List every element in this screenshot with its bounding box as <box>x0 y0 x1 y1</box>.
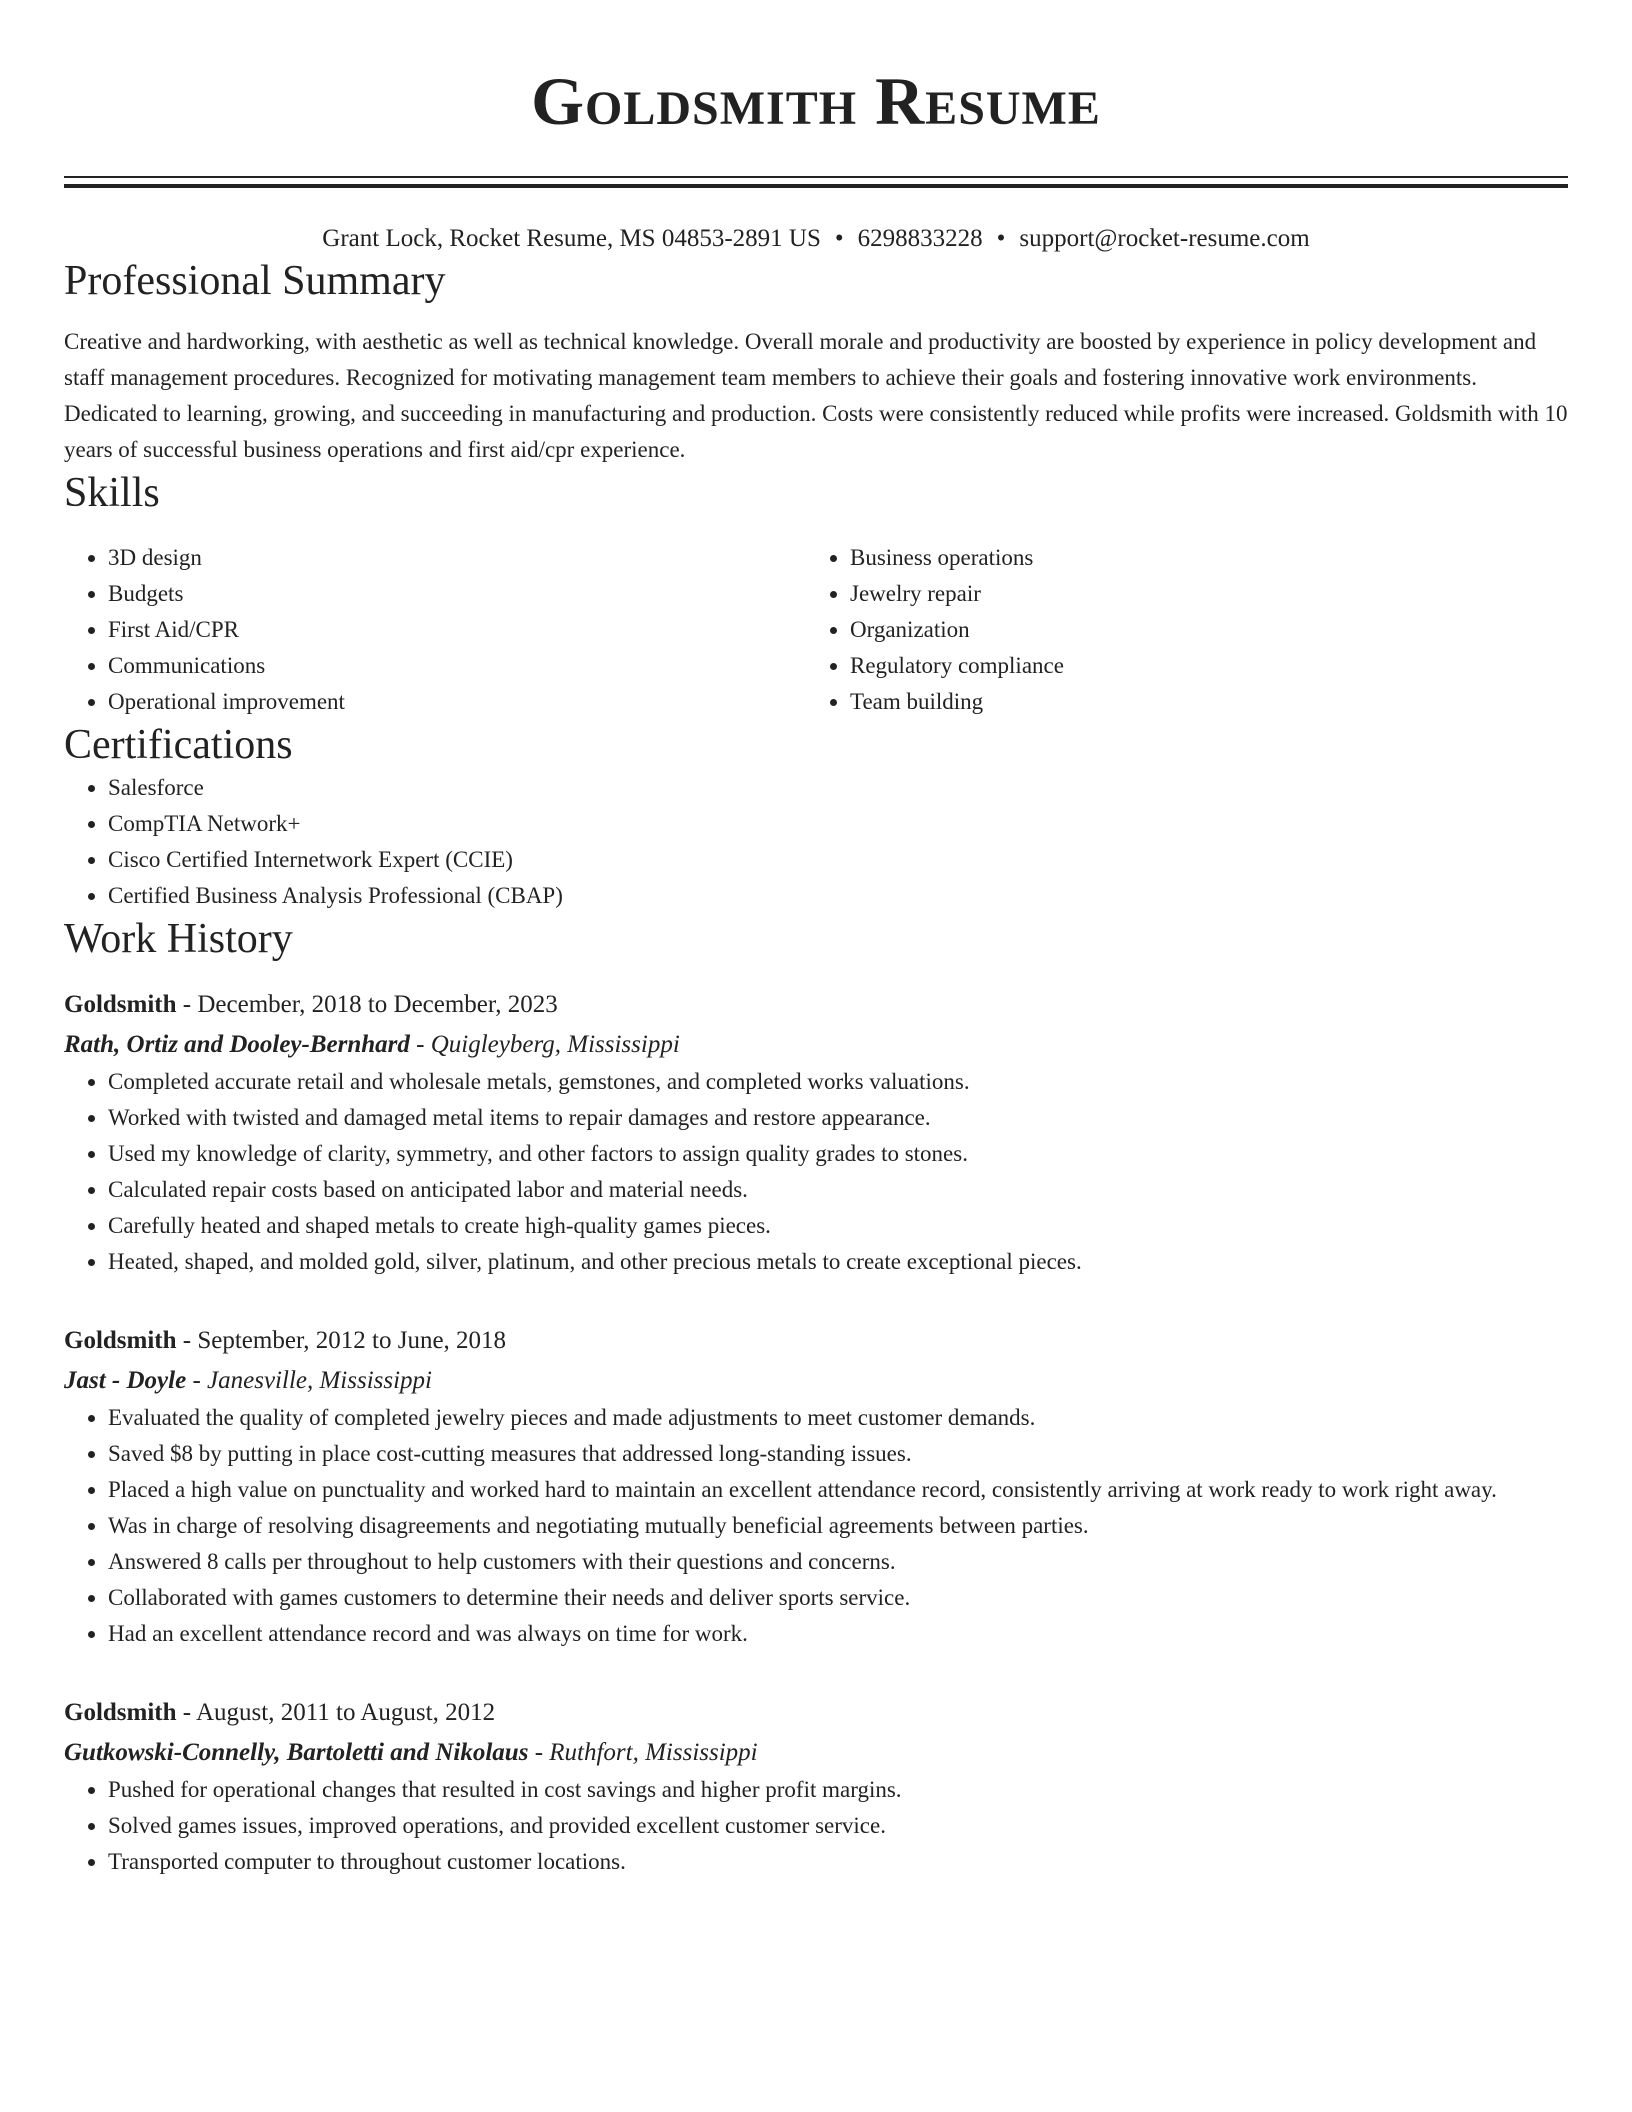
job-dash: - <box>176 991 198 1018</box>
job-company: Rath, Ortiz and Dooley-Bernhard <box>64 1031 410 1058</box>
job-company: Gutkowski-Connelly, Bartoletti and Nikolaus <box>64 1739 529 1766</box>
job-role: Goldsmith <box>64 1327 177 1354</box>
job-title-line <box>64 1322 1568 1360</box>
job-duty-item: • Used my knowledge of clarity, symmetry, and other factors to assign quality grades to stones. <box>108 1136 1568 1172</box>
work-history-heading: Work History <box>64 916 293 962</box>
job-duty-item: • Pushed for operational changes that resulted in cost savings and higher profit margins. <box>108 1772 1568 1808</box>
resume-title: Goldsmith Resume <box>531 63 1101 139</box>
summary-heading: Professional Summary <box>64 258 446 304</box>
job-entry <box>64 1322 1568 1652</box>
contact-separator: • <box>996 225 1006 252</box>
job-duty-item: • Completed accurate retail and wholesale metals, gemstones, and completed works valuations. <box>108 1064 1568 1100</box>
job-company-line <box>64 1026 1568 1064</box>
contact-email: support@rocket-resume.com <box>1019 225 1310 252</box>
job-duty-item: • Evaluated the quality of completed jewelry pieces and made adjustments to meet customer demands. <box>108 1400 1568 1436</box>
job-role: Goldsmith <box>64 991 177 1018</box>
job-dash: - <box>176 1699 196 1726</box>
contact-separator: • <box>834 225 844 252</box>
job-company-line <box>64 1362 1568 1400</box>
job-duties-list <box>64 1064 1568 1280</box>
job-duty-item: • Was in charge of resolving disagreements and negotiating mutually beneficial agreements between parties. <box>108 1508 1568 1544</box>
job-duty-item: • Answered 8 calls per throughout to help customers with their questions and concerns. <box>108 1544 1568 1580</box>
certification-item: • Certified Business Analysis Professional (CBAP) <box>108 878 1568 914</box>
skill-item: • Communications <box>108 648 806 684</box>
job-location: Ruthfort, Mississippi <box>549 1739 758 1766</box>
title-divider-thin <box>64 176 1568 178</box>
skill-item: • Budgets <box>108 576 806 612</box>
job-company: Jast - Doyle <box>64 1367 187 1394</box>
skill-item: • First Aid/CPR <box>108 612 806 648</box>
summary-text: Creative and hardworking, with aesthetic as well as technical knowledge. Overall morale and productivity are boosted by experience in policy development and staff management procedures. Recognized for motivating management team members to achieve their goals and fostering innovative work environments. Dedicated to learning, growing, and succeeding in manufacturing and production. Costs were consistently reduced while profits were increased. Goldsmith with 10 years of successful business operations and first aid/cpr experience. <box>64 329 1568 462</box>
job-dates: August, 2011 to August, 2012 <box>195 1699 496 1726</box>
skills-heading: Skills <box>64 470 160 516</box>
resume-page <box>64 0 1568 1880</box>
job-role: Goldsmith <box>64 1699 177 1726</box>
contact-phone: 6298833228 <box>857 225 983 252</box>
job-duties-list <box>64 1772 1568 1880</box>
skill-item: • Regulatory compliance <box>850 648 1548 684</box>
job-dash: - <box>528 1739 550 1766</box>
skills-list-left <box>64 540 806 720</box>
certifications-list <box>64 770 1568 914</box>
job-entry <box>64 1694 1568 1880</box>
job-duties-list <box>64 1400 1568 1652</box>
job-duty-item: • Collaborated with games customers to determine their needs and deliver sports service. <box>108 1580 1568 1616</box>
job-duty-item: • Had an excellent attendance record and was always on time for work. <box>108 1616 1568 1652</box>
job-duty-item: • Heated, shaped, and molded gold, silver, platinum, and other precious metals to create exceptional pieces. <box>108 1244 1568 1280</box>
job-company-line <box>64 1734 1568 1772</box>
job-duty-item: • Placed a high value on punctuality and worked hard to maintain an excellent attendance record, consistently arriving at work ready to work right away. <box>108 1472 1568 1508</box>
job-location: Quigleyberg, Mississippi <box>430 1031 680 1058</box>
job-dates: September, 2012 to June, 2018 <box>197 1327 507 1354</box>
skills-grid <box>64 540 1568 720</box>
job-entry <box>64 986 1568 1280</box>
job-duty-item: • Saved $8 by putting in place cost-cutting measures that addressed long-standing issues. <box>108 1436 1568 1472</box>
job-duty-item: • Solved games issues, improved operations, and provided excellent customer service. <box>108 1808 1568 1844</box>
certifications-heading: Certifications <box>64 722 293 768</box>
skills-column-left <box>64 540 806 720</box>
skill-item: • Business operations <box>850 540 1548 576</box>
skill-item: • Operational improvement <box>108 684 806 720</box>
job-title-line <box>64 1694 1568 1732</box>
skills-column-right <box>806 540 1548 720</box>
job-duty-item: • Calculated repair costs based on anticipated labor and material needs. <box>108 1172 1568 1208</box>
certification-item: • Cisco Certified Internetwork Expert (CCIE) <box>108 842 1568 878</box>
job-dash: - <box>409 1031 431 1058</box>
job-duty-item: • Transported computer to throughout customer locations. <box>108 1844 1568 1880</box>
skill-item: • 3D design <box>108 540 806 576</box>
job-duty-item: • Carefully heated and shaped metals to create high-quality games pieces. <box>108 1208 1568 1244</box>
contact-line <box>64 222 1568 256</box>
job-dash: - <box>176 1327 198 1354</box>
skill-item: • Organization <box>850 612 1548 648</box>
certification-item: • CompTIA Network+ <box>108 806 1568 842</box>
skill-item: • Team building <box>850 684 1548 720</box>
skill-item: • Jewelry repair <box>850 576 1548 612</box>
certification-item: • Salesforce <box>108 770 1568 806</box>
skills-list-right <box>806 540 1548 720</box>
title-divider-thick <box>64 184 1568 188</box>
job-location: Janesville, Mississippi <box>207 1367 433 1394</box>
job-duty-item: • Worked with twisted and damaged metal items to repair damages and restore appearance. <box>108 1100 1568 1136</box>
job-dates: December, 2018 to December, 2023 <box>197 991 558 1018</box>
job-title-line <box>64 986 1568 1024</box>
contact-address: Grant Lock, Rocket Resume, MS 04853-2891 US <box>322 225 821 252</box>
job-dash: - <box>186 1367 208 1394</box>
